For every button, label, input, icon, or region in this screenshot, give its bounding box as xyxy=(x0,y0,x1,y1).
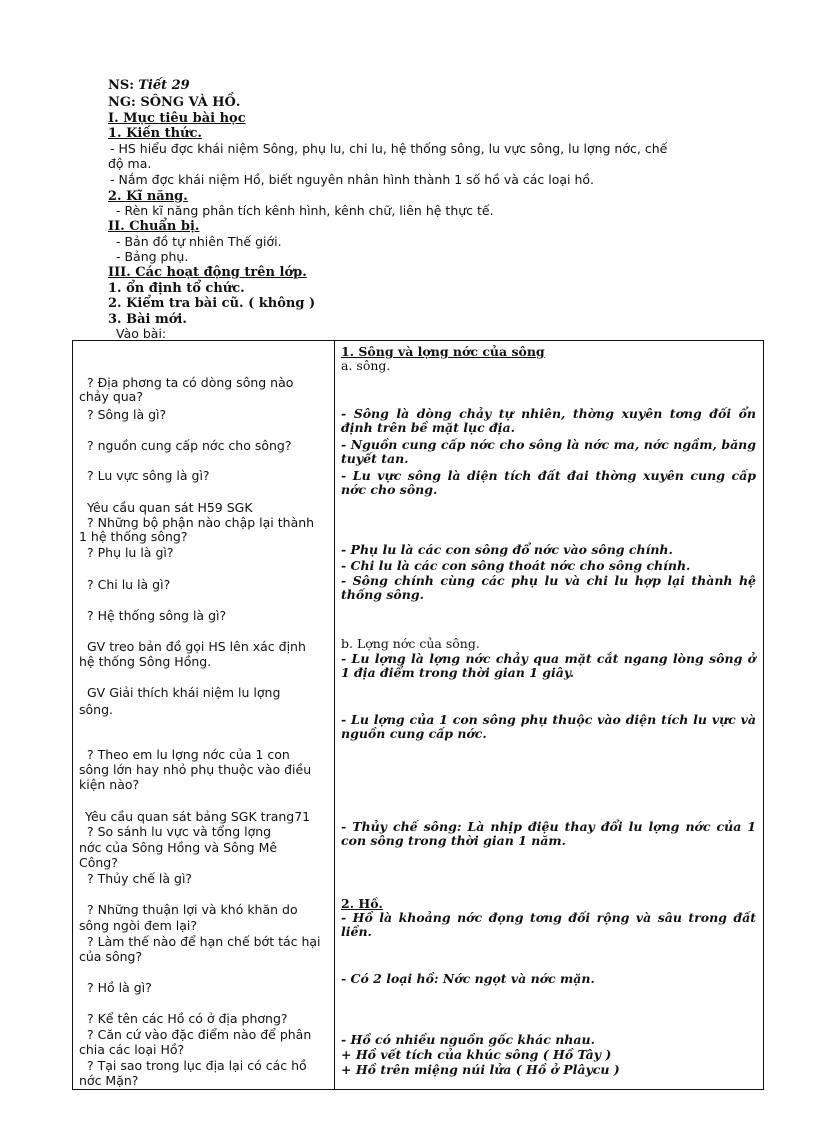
ns-line xyxy=(108,78,190,93)
q-discharge-2: sông lớn hay nhỏ phụ thuộc vào điều xyxy=(79,762,312,777)
skills-line: - Rèn kĩ năng phân tích kênh hình, kênh chữ, liên hệ thực tế. xyxy=(116,203,494,218)
q-limit-harm: ? Làm thế nào để hạn chế bớt tác hại xyxy=(87,934,321,949)
def-tributary: - Phụ lu là các con sông đổ nớc vào sông chính. xyxy=(341,542,673,557)
task-map: GV treo bản đồ gọi HS lên xác định xyxy=(87,639,306,654)
prep-line-1: - Bản đồ tự nhiên Thế giới. xyxy=(116,234,282,249)
activity-2-text: 2. Kiểm tra bài cũ. ( không ) xyxy=(108,296,316,311)
ng-label: NG: xyxy=(108,95,136,110)
q-salt-lake: ? Tại sao trong lục địa lại có các hồ xyxy=(87,1058,307,1073)
section-prep: II. Chuẩn bị. xyxy=(108,219,200,234)
discharge-depends: - Lu lợng của 1 con sông phụ thuộc vào diện tích lu vực và nguồn cung cấp nớc. xyxy=(341,712,756,741)
q-local-river: ? Địa phơng ta có dòng sông nào xyxy=(87,375,294,390)
def-distributary: - Chi lu là các con sông thoát nớc cho sông chính. xyxy=(341,558,691,573)
heading-river: a. sông. xyxy=(341,358,391,373)
teacher-column xyxy=(73,341,335,1090)
q-what-river: ? Sông là gì? xyxy=(87,407,167,422)
q-compare-3: Công? xyxy=(79,855,118,870)
def-regime: - Thủy chế sông: Là nhịp điệu thay đổi lu lợng nớc của 1 con sông trong thời gian 1 năm. xyxy=(341,819,756,848)
lake-origins: - Hồ có nhiều nguồn gốc khác nhau. xyxy=(341,1032,595,1047)
activity-1: 1. ổn định tổ chức. xyxy=(108,281,245,296)
q-discharge-3: kiện nào? xyxy=(79,777,140,792)
q-parts: ? Những bộ phận nào chập lại thành xyxy=(87,515,315,530)
sub-skills: 2. Kĩ năng. xyxy=(108,189,188,204)
q-compare: ? So sánh lu vực và tổng lợng xyxy=(87,824,272,839)
q-river-system: ? Hệ thống sông là gì? xyxy=(87,608,227,623)
def-discharge: - Lu lợng là lợng nớc chảy qua mặt cắt ngang lòng sông ở 1 địa điểm trong thời gian 1 giây. xyxy=(341,651,756,680)
lesson-title: SÔNG VÀ HỒ. xyxy=(140,95,241,110)
task-explain-2: sông. xyxy=(79,702,113,717)
ns-value: Tiết 29 xyxy=(138,78,190,93)
ng-line xyxy=(108,95,240,110)
def-source: - Nguồn cung cấp nớc cho sông là nớc ma, nớc ngầm, băng tuyết tan. xyxy=(341,437,756,466)
knowledge-line-3: - Nắm đợc khái niệm Hồ, biết nguyên nhân hình thành 1 số hồ và các loại hồ. xyxy=(110,172,595,187)
q-regime: ? Thủy chế là gì? xyxy=(87,871,193,886)
q-basin: ? Lu vực sông là gì? xyxy=(87,468,210,483)
lesson-table xyxy=(72,340,764,1090)
q-parts-2: 1 hệ thống sông? xyxy=(79,529,188,544)
q-what-lake: ? Hồ là gì? xyxy=(87,980,152,995)
intro-line: Vào bài: xyxy=(116,326,167,341)
lake-origin-volcano: + Hồ trên miệng núi lửa ( Hồ ở Plâycu ) xyxy=(341,1062,620,1077)
def-river: - Sông là dòng chảy tự nhiên, thờng xuyên tơng đối ổn định trên bề mặt lục địa. xyxy=(341,406,756,435)
content-column xyxy=(335,341,764,1090)
activity-3: 3. Bài mới. xyxy=(108,312,187,327)
def-system: - Sông chính cùng các phụ lu và chi lu hợp lại thành hệ thống sông. xyxy=(341,573,756,602)
q-local-river-2: chảy qua? xyxy=(79,389,143,404)
task-table: Yêu cầu quan sát bảng SGK trang71 xyxy=(85,809,311,824)
q-pros-cons: ? Những thuận lợi và khó khăn do xyxy=(87,902,298,917)
activity-2 xyxy=(108,296,315,311)
section-activities: III. Các hoạt động trên lớp. xyxy=(108,265,307,280)
knowledge-line-1: - HS hiểu đợc khái niệm Sông, phụ lu, chi lu, hệ thống sông, lu vực sông, lu lợng nớc, chế xyxy=(110,141,668,156)
q-local-lakes: ? Kể tên các Hồ có ở địa phơng? xyxy=(87,1011,288,1026)
sub-knowledge: 1. Kiến thức. xyxy=(108,126,202,141)
prep-line-2: - Bảng phụ. xyxy=(116,249,189,264)
lake-origin-river: + Hồ vết tích của khúc sông ( Hồ Tây ) xyxy=(341,1047,612,1062)
q-water-source: ? nguồn cung cấp nớc cho sông? xyxy=(87,438,292,453)
q-classify-2: chia các loại Hồ? xyxy=(79,1042,185,1057)
section-objectives: I. Mục tiêu bài học xyxy=(108,111,246,126)
task-h59: Yêu cầu quan sát H59 SGK xyxy=(87,500,253,515)
q-tributary: ? Phụ lu là gì? xyxy=(87,545,174,560)
q-classify: ? Căn cứ vào đặc điểm nào để phân xyxy=(87,1027,312,1042)
knowledge-line-2: độ ma. xyxy=(108,156,152,171)
task-map-2: hệ thống Sông Hồng. xyxy=(79,654,212,669)
q-discharge: ? Theo em lu lợng nớc của 1 con xyxy=(87,747,290,762)
def-basin: - Lu vực sông là diện tích đất đai thờng xuyên cung cấp nớc cho sông. xyxy=(341,468,756,497)
lake-types: - Có 2 loại hồ: Nớc ngọt và nớc mặn. xyxy=(341,971,595,986)
task-explain: GV Giải thích khái niệm lu lợng xyxy=(87,685,281,700)
q-pros-cons-2: sông ngòi đem lại? xyxy=(79,918,197,933)
def-lake: - Hồ là khoảng nớc đọng tơng đối rộng và sâu trong đất liền. xyxy=(341,910,756,939)
q-distributary: ? Chi lu là gì? xyxy=(87,577,171,592)
heading-lake: 2. Hồ. xyxy=(341,896,383,911)
q-limit-harm-2: của sông? xyxy=(79,949,143,964)
ns-label: NS: xyxy=(108,78,135,93)
q-compare-2: nớc của Sông Hồng và Sông Mê xyxy=(79,840,278,855)
heading-discharge: b. Lợng nớc của sông. xyxy=(341,636,480,651)
q-salt-lake-2: nớc Mặn? xyxy=(79,1073,139,1088)
heading-river-discharge: 1. Sông và lợng nớc của sông xyxy=(341,344,545,359)
